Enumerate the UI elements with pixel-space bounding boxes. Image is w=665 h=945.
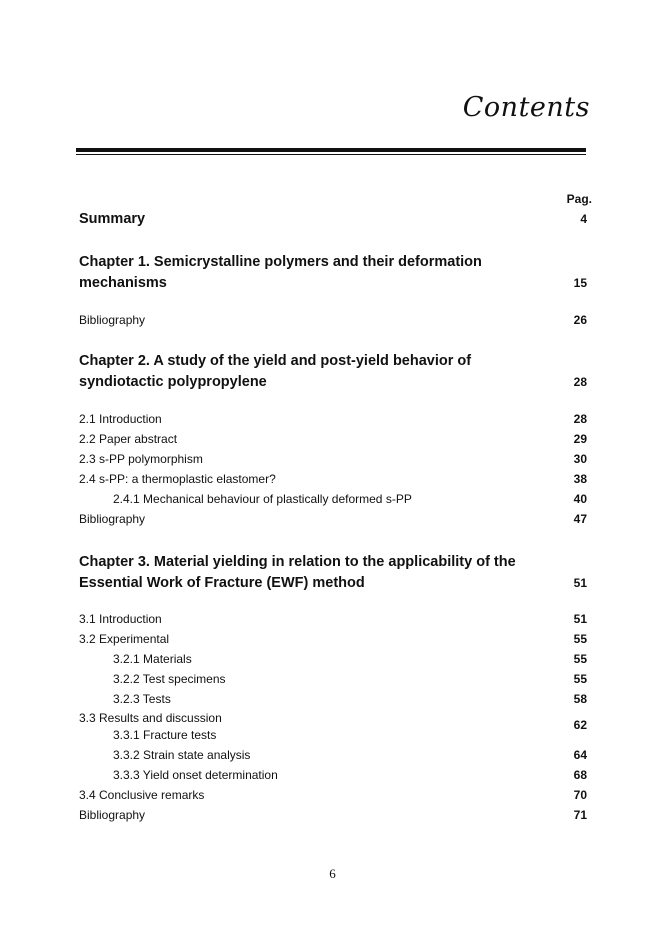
toc-entry-chapter-2[interactable] (79, 351, 587, 393)
toc-entry-title: Chapter 2. A study of the yield and post-yield behavior of syndiotactic polypropylene (79, 353, 472, 390)
toc-entry-title: 2.3 s-PP polymorphism (79, 452, 203, 466)
toc-entry-title: 3.1 Introduction (79, 612, 162, 626)
toc-entry-3-2-3[interactable] (79, 691, 587, 707)
toc-entry-chapter-3[interactable] (79, 552, 587, 594)
toc-entry-page: 55 (573, 632, 587, 646)
toc-entry-page: 51 (573, 576, 587, 590)
toc-entry-3-3-lines (79, 710, 587, 744)
toc-entry-2-3[interactable] (79, 451, 587, 467)
toc-entry-3-4[interactable] (79, 787, 587, 803)
toc-entry-3-3-1-title: 3.3.1 Fracture tests (113, 728, 217, 742)
toc-entry-page: 70 (573, 788, 587, 802)
toc-entry-3-2-1[interactable] (79, 651, 587, 667)
toc-entry-3-3-3[interactable] (79, 767, 587, 783)
toc-entry-page: 55 (573, 672, 587, 686)
toc-entry-title: 3.3.2 Strain state analysis (113, 748, 251, 762)
toc-entry-chapter-3-bibliography[interactable] (79, 807, 587, 823)
toc-entry-title: 2.4.1 Mechanical behaviour of plastically deformed s-PP (113, 492, 412, 506)
toc-entry-page: 28 (573, 412, 587, 426)
toc-entry-page: 26 (573, 313, 587, 327)
toc-entry-title: 3.2.2 Test specimens (113, 672, 226, 686)
toc-entry-page: 28 (573, 375, 587, 389)
toc-entry-page: 64 (573, 748, 587, 762)
toc-entry-page: 47 (573, 512, 587, 526)
toc-entry-title: 3.3.3 Yield onset determination (113, 768, 278, 782)
toc-entry-title: 2.2 Paper abstract (79, 432, 178, 446)
toc-entry-page: 55 (573, 652, 587, 666)
toc-entry-page: 4 (580, 212, 587, 226)
toc-entry-chapter-1[interactable] (79, 252, 587, 294)
toc-entry-title: 3.2 Experimental (79, 632, 170, 646)
toc-entry-2-4[interactable] (79, 471, 587, 487)
toc-entry-2-1[interactable] (79, 411, 587, 427)
toc-entry-page: 68 (573, 768, 587, 782)
toc-entry-page: 40 (573, 492, 587, 506)
toc-entry-title: Bibliography (79, 313, 146, 327)
toc-entry-page: 30 (573, 452, 587, 466)
toc-entry-title: 3.2.3 Tests (113, 692, 171, 706)
toc-entry-chapter-2-bibliography[interactable] (79, 511, 587, 527)
toc-entry-2-2[interactable] (79, 431, 587, 447)
toc-entry-summary[interactable] (79, 209, 587, 230)
toc-entry-title: Bibliography (79, 512, 146, 526)
toc-entry-title: Chapter 3. Material yielding in relation to the applicability of the Essential Work of Fracture (EWF) method (79, 554, 516, 591)
toc-entry-page: 29 (573, 432, 587, 446)
toc-entry-title: Summary (79, 211, 146, 227)
toc-entry-3-3-group[interactable] (79, 710, 587, 744)
toc-entry-title: 3.4 Conclusive remarks (79, 788, 205, 802)
toc-entry-title: 3.2.1 Materials (113, 652, 192, 666)
toc-entry-page: 51 (573, 612, 587, 626)
toc-entry-title: 2.4 s-PP: a thermoplastic elastomer? (79, 472, 276, 486)
toc-entry-title: Chapter 1. Semicrystalline polymers and their deformation mechanisms (79, 254, 482, 291)
toc-entry-page: 62 (573, 718, 587, 732)
toc-entry-3-3-2[interactable] (79, 747, 587, 763)
toc-entry-title: Bibliography (79, 808, 146, 822)
toc-entry-3-2-2[interactable] (79, 671, 587, 687)
toc-entry-3-3-title: 3.3 Results and discussion (79, 711, 222, 725)
toc-entry-page: 58 (573, 692, 587, 706)
title-rule-thick (76, 148, 586, 152)
toc-entry-page: 71 (573, 808, 587, 822)
toc-entry-page: 38 (573, 472, 587, 486)
footer-page-number: 6 (329, 866, 336, 881)
toc-entry-2-4-1[interactable] (79, 491, 587, 507)
toc-entry-3-1[interactable] (79, 611, 587, 627)
page-title: Contents (462, 92, 590, 123)
page-column-label: Pag. (566, 192, 592, 206)
toc-entry-page: 15 (573, 276, 587, 290)
toc-entry-chapter-1-bibliography[interactable] (79, 312, 587, 328)
toc-entry-title: 2.1 Introduction (79, 412, 162, 426)
title-rule-thin (76, 154, 586, 155)
toc-entry-3-2[interactable] (79, 631, 587, 647)
